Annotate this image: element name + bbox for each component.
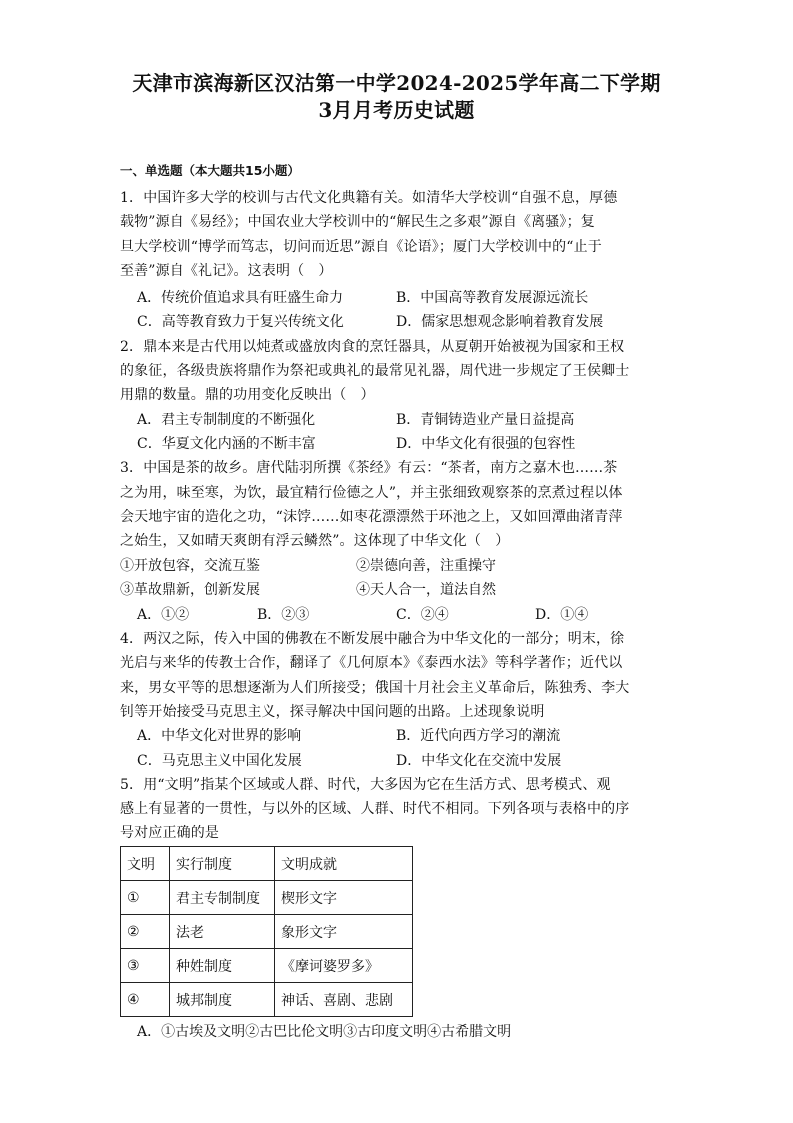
table-row (121, 915, 413, 949)
table-cell: ② (121, 915, 170, 949)
table-cell: 楔形文字 (275, 881, 413, 915)
table-cell: 法老 (170, 915, 275, 949)
table-row (121, 881, 413, 915)
question-5-line: 5．用“文明”指某个区域或人群、时代，大多因为它在生活方式、思考模式、观 (120, 777, 611, 793)
table-header-cell: 文明成就 (275, 847, 413, 881)
q1-option-d: D．儒家思想观念影响着教育发展 (396, 314, 604, 330)
table-cell: 种姓制度 (170, 949, 275, 983)
q3-statement-2: ②崇德向善，注重操守 (356, 558, 496, 574)
table-row (121, 983, 413, 1017)
q3-option-b: B．②③ (257, 607, 310, 623)
question-4-line: 钊等开始接受马克思主义，探寻解决中国问题的出路。上述现象说明 (120, 704, 545, 720)
table-header-row (121, 847, 413, 881)
q1-option-b: B．中国高等教育发展源远流长 (396, 290, 589, 306)
table-row (121, 949, 413, 983)
q3-option-a: A．①② (137, 607, 190, 623)
q3-statement-4: ④天人合一，道法自然 (356, 582, 496, 598)
q3-statement-3: ③革故鼎新，创新发展 (120, 582, 260, 598)
q4-option-a: A．中华文化对世界的影响 (137, 728, 302, 744)
q2-option-a: A．君主专制制度的不断强化 (137, 412, 316, 428)
q4-option-b: B．近代向西方学习的潮流 (396, 728, 561, 744)
q1-option-c: C．高等教育致力于复兴传统文化 (137, 314, 344, 330)
question-2-line: 用鼎的数量。鼎的功用变化反映出（ ） (120, 387, 375, 403)
q2-option-b: B．青铜铸造业产量日益提高 (396, 412, 575, 428)
q3-statement-1: ①开放包容，交流互鉴 (120, 558, 260, 574)
table-cell: 城邦制度 (170, 983, 275, 1017)
question-5-line: 感上有显著的一贯性，与以外的区域、人群、时代不相同。下列各项与表格中的序 (120, 801, 630, 817)
table-cell: 《摩诃婆罗多》 (275, 949, 413, 983)
table-cell: 象形文字 (275, 915, 413, 949)
question-3-line: 3．中国是茶的故乡。唐代陆羽所撰《茶经》有云：“茶者，南方之嘉木也……茶 (120, 460, 618, 476)
q2-option-c: C．华夏文化内涵的不断丰富 (137, 436, 316, 452)
question-3-line: 会天地宇宙的造化之功，“沫饽……如枣花漂漂然于环池之上，又如回潭曲渚青萍 (120, 509, 623, 525)
question-2-line: 的象征，各级贵族将鼎作为祭祀或典礼的最常见礼器，周代进一步规定了王侯卿士 (120, 363, 630, 379)
q5-option-a: A．①古埃及文明②古巴比伦文明③古印度文明④古希腊文明 (137, 1024, 512, 1040)
q3-option-c: C．②④ (396, 607, 449, 623)
table-cell: ① (121, 881, 170, 915)
civilization-table (120, 846, 413, 1017)
table-header-cell: 实行制度 (170, 847, 275, 881)
table-header-cell: 文明 (121, 847, 170, 881)
q1-option-a: A．传统价值追求具有旺盛生命力 (137, 290, 344, 306)
table-cell: ③ (121, 949, 170, 983)
question-1-line: 1．中国许多大学的校训与古代文化典籍有关。如清华大学校训“自强不息，厚德 (120, 190, 618, 206)
question-3-line: 之始生，又如晴天爽朗有浮云鳞然”。这体现了中华文化（ ） (120, 533, 510, 549)
exam-title-line2: 3月月考历史试题 (318, 98, 475, 122)
question-1-line: 载物”源自《易经》；中国农业大学校训中的“解民生之多艰”源自《离骚》；复 (120, 214, 595, 230)
question-4-line: 4．两汉之际，传入中国的佛教在不断发展中融合为中华文化的一部分；明末，徐 (120, 631, 625, 647)
table-cell: 神话、喜剧、悲剧 (275, 983, 413, 1017)
question-1-line: 至善”源自《礼记》。这表明（ ） (120, 263, 333, 279)
question-4-line: 光启与来华的传教士合作，翻译了《几何原本》《泰西水法》等科学著作；近代以 (120, 655, 623, 671)
question-4-line: 来，男女平等的思想逐渐为人们所接受；俄国十月社会主义革命后，陈独秀、李大 (120, 680, 630, 696)
table-cell: 君主专制制度 (170, 881, 275, 915)
q4-option-d: D．中华文化在交流中发展 (396, 753, 562, 769)
question-5-line: 号对应正确的是 (120, 825, 220, 841)
question-1-line: 旦大学校训“博学而笃志，切问而近思”源自《论语》；厦门大学校训中的“止于 (120, 239, 602, 255)
q3-option-d: D．①④ (535, 607, 589, 623)
table-cell: ④ (121, 983, 170, 1017)
question-2-line: 2．鼎本来是古代用以炖煮或盛放肉食的烹饪器具，从夏朝开始被视为国家和王权 (120, 339, 625, 355)
section-heading: 一、单选题（本大题共15小题） (120, 163, 300, 178)
q2-option-d: D．中华文化有很强的包容性 (396, 436, 576, 452)
q4-option-c: C．马克思主义中国化发展 (137, 753, 302, 769)
question-3-line: 之为用，味至寒，为饮，最宜精行俭德之人”，并主张细致观察茶的烹煮过程以体 (120, 485, 623, 501)
exam-title-line1: 天津市滨海新区汉沽第一中学2024-2025学年高二下学期 (132, 71, 661, 95)
